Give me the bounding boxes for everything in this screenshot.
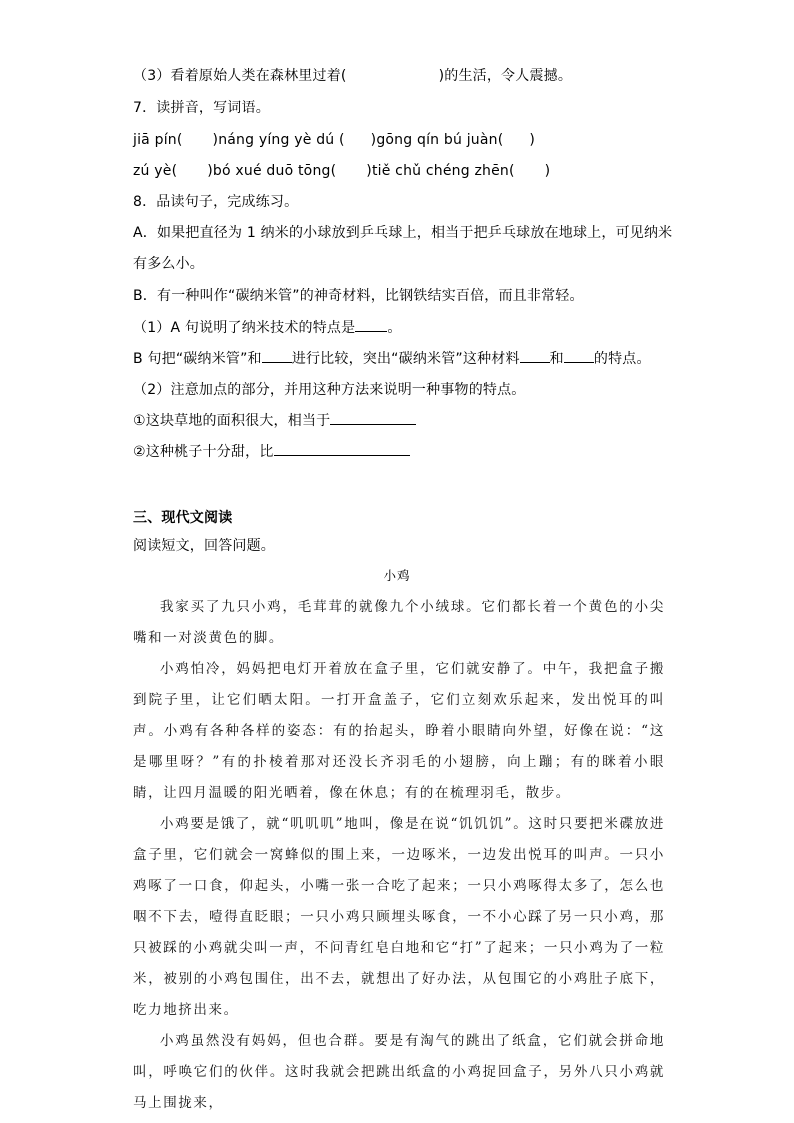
pinyin-tie-chu-cheng-zhen: )tiě chǔ chéng zhēn( xyxy=(366,163,515,179)
answer-blank[interactable] xyxy=(262,350,292,363)
story-paragraph: 小鸡要是饿了，就“叽叽叽”地叫，像是在说“饥饥饥”。这时只要把米碟放进盒子里，它们就会一窝蜂似的围上来，一边啄米，一边发出悦耳的叫声。一只小鸡啄了一口食，仰起头，小嘴一张一合吃了起来；一只小鸡啄得太多了，怎么也咽不下去，噎得直眨眼；一只小鸡只顾埋头啄食，一不小心踩了另一只小鸡，那只被踩的小鸡就尖叫一声，不问青红皂白地和它“打”了起来；一只小鸡为了一粒米，被别的小鸡包围住，出不去，就想出了好办法，从包围它的小鸡肚子底下，吃力地挤出来。 xyxy=(133,816,665,1018)
answer-blank[interactable] xyxy=(330,412,416,425)
item-2-text: ②这种桃子十分甜，比 xyxy=(133,444,274,460)
compare-part-4: 的特点。 xyxy=(593,351,651,367)
sentence-a-line-2: 有多么小。 xyxy=(133,256,204,272)
question-8-title: 8．品读句子，完成练习。 xyxy=(133,194,299,210)
answer-blank[interactable] xyxy=(274,443,410,456)
question-6-3 xyxy=(133,66,572,86)
reading-instruction: 阅读短文，回答问题。 xyxy=(133,538,275,554)
pinyin-nang-ying-ye-du: )náng yíng yè dú ( xyxy=(212,132,345,148)
story-paragraph: 我家买了九只小鸡，毛茸茸的就像九个小绒球。它们都长着一个黄色的小尖嘴和一对淡黄色的脚。 xyxy=(133,599,665,646)
pinyin-row-2 xyxy=(133,161,550,181)
pinyin-zu-ye: zú yè( xyxy=(133,163,178,179)
sub-question-2: （2）注意加点的部分，并用这种方法来说明一种事物的特点。 xyxy=(133,382,526,398)
pinyin-gong-qin-bu-juan: )gōng qín bú juàn( xyxy=(370,132,504,148)
story-paragraph: 小鸡虽然没有妈妈，但也合群。要是有淘气的跳出了纸盒，它们就会拼命地叫，呼唤它们的伙伴。这时我就会把跳出纸盒的小鸡捉回盒子，另外八只小鸡就马上围拢来， xyxy=(133,1033,665,1111)
compare-part-2: 进行比较，突出“碳纳米管”这种材料 xyxy=(291,351,520,367)
pinyin-jia-pin: jiā pín( xyxy=(133,132,183,148)
q6-3-prefix: （3）看着原始人类在森林里过着( xyxy=(133,68,347,84)
item-1-text: ①这块草地的面积很大，相当于 xyxy=(133,413,331,429)
sentence-b-compare xyxy=(133,349,651,369)
pinyin-close-paren: ) xyxy=(544,163,551,179)
story-body xyxy=(133,592,665,1119)
story-title: 小鸡 xyxy=(383,568,411,583)
q6-3-suffix: )的生活，令人震撼。 xyxy=(438,68,573,84)
compare-part-3: 和 xyxy=(549,351,564,367)
pinyin-row-1 xyxy=(133,130,535,150)
item-2 xyxy=(133,442,410,462)
sub1-prefix: （1）A 句说明了纳米技术的特点是 xyxy=(133,320,356,336)
answer-blank[interactable] xyxy=(355,319,387,332)
sub-question-1 xyxy=(133,318,402,338)
story-paragraph: 小鸡怕冷，妈妈把电灯开着放在盒子里，它们就安静了。中午，我把盒子搬到院子里，让它们晒太阳。一打开盒盖子，它们立刻欢乐起来，发出悦耳的叫声。小鸡有各种各样的姿态：有的抬起头，睁着小眼睛向外望，好像在说：“这是哪里呀？”有的扑棱着那对还没长齐羽毛的小翅膀，向上蹦；有的眯着小眼睛，让四月温暖的阳光晒着，像在休息；有的在梳理羽毛，散步。 xyxy=(133,661,665,801)
section-3-heading: 三、现代文阅读 xyxy=(133,510,233,526)
pinyin-close-paren: ) xyxy=(529,132,536,148)
answer-blank[interactable] xyxy=(520,350,550,363)
question-7-title: 7．读拼音，写词语。 xyxy=(133,100,270,116)
compare-part-1: B 句把“碳纳米管”和 xyxy=(133,351,262,367)
sub1-suffix: 。 xyxy=(387,320,402,336)
item-1 xyxy=(133,411,416,431)
answer-blank[interactable] xyxy=(564,350,594,363)
sentence-b: B．有一种叫作“碳纳米管”的神奇材料，比钢铁结实百倍，而且非常轻。 xyxy=(133,288,584,304)
sentence-a-line-1: A．如果把直径为 1 纳米的小球放到乒乓球上，相当于把乒乓球放在地球上，可见纳米 xyxy=(133,225,673,241)
pinyin-bo-xue-duo-tong: )bó xué duō tōng( xyxy=(207,163,337,179)
